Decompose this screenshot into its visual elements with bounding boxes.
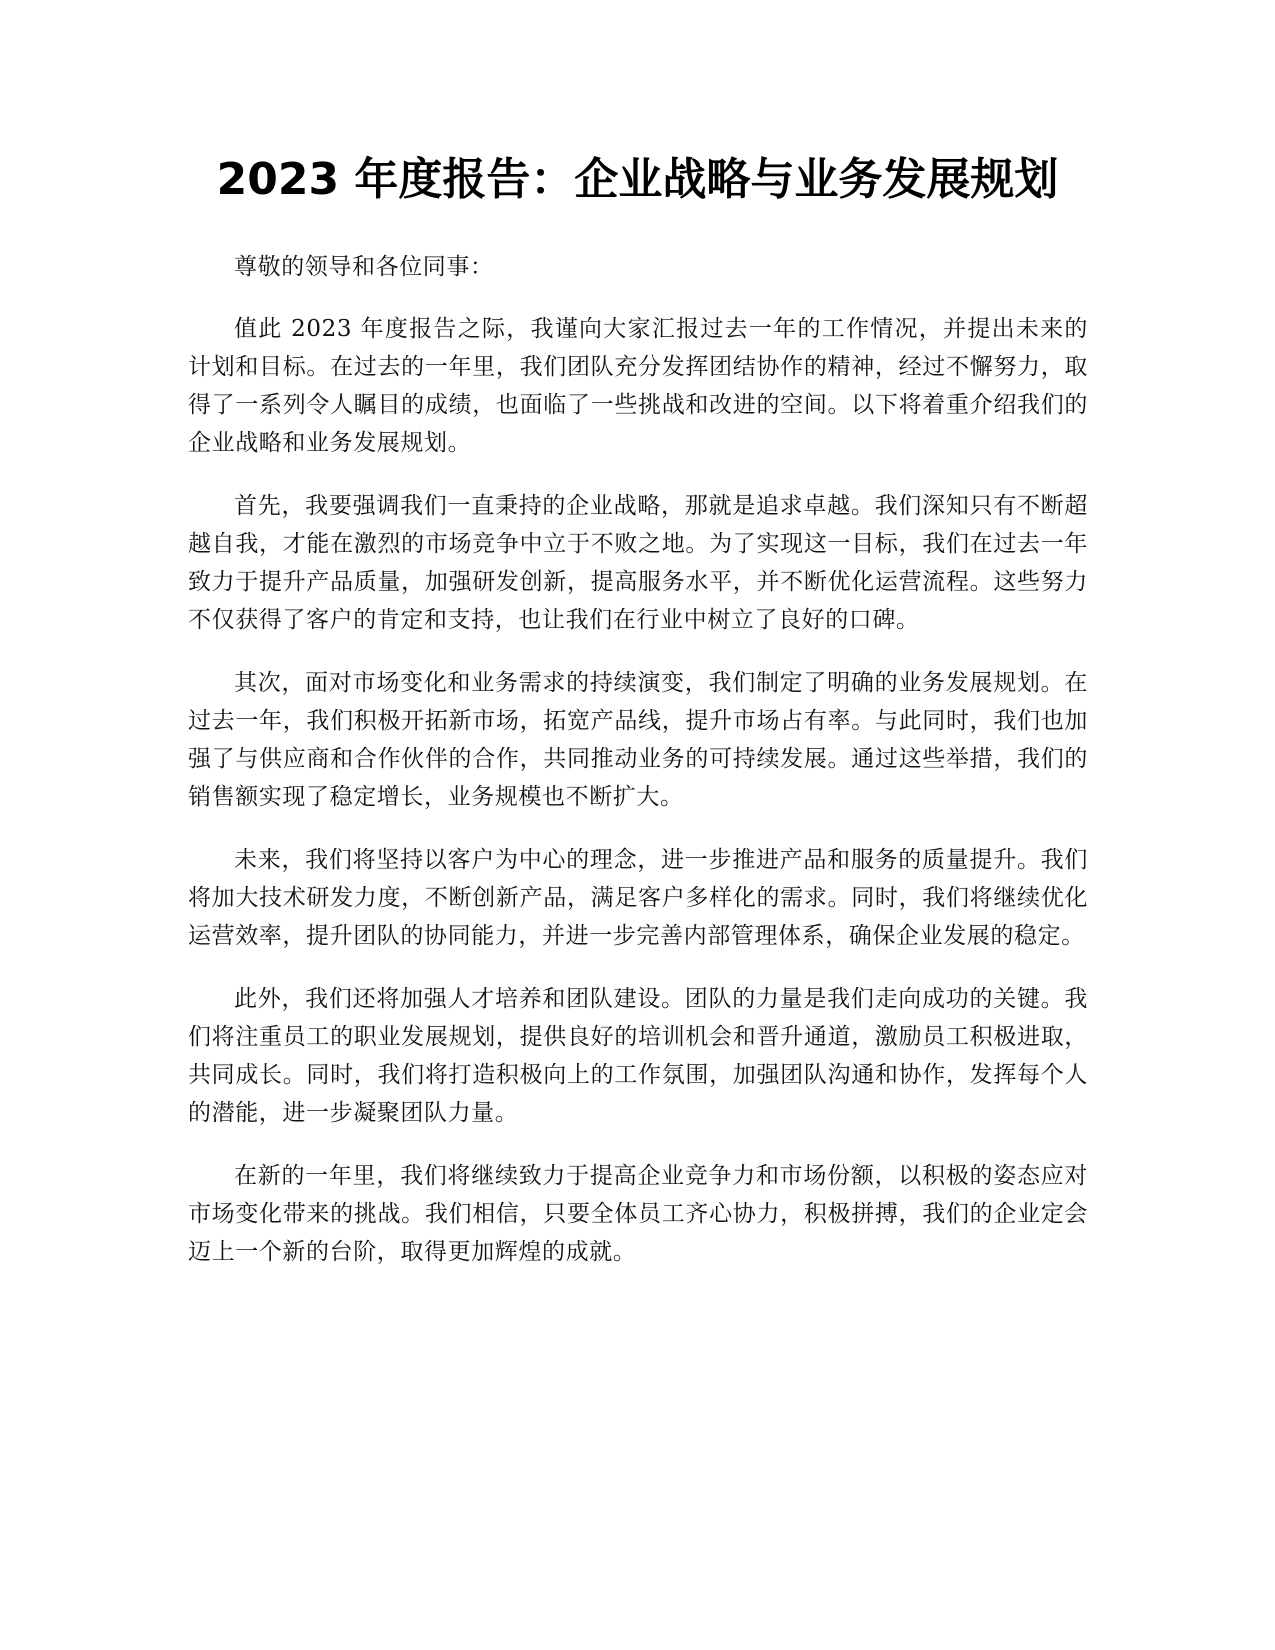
paragraph-talent: 此外，我们还将加强人才培养和团队建设。团队的力量是我们走向成功的关键。我们将注重员工的职业发展规划，提供良好的培训机会和晋升通道，激励员工积极进取，共同成长。同时，我们将打造积极向上的工作氛围，加强团队沟通和协作，发挥每个人的潜能，进一步凝聚团队力量。 [188,986,1088,1126]
document-body [188,248,1088,1296]
paragraph-conclusion: 在新的一年里，我们将继续致力于提高企业竞争力和市场份额，以积极的姿态应对市场变化带来的挑战。我们相信，只要全体员工齐心协力，积极拼搏，我们的企业定会迈上一个新的台阶，取得更加辉煌的成就。 [188,1163,1088,1265]
paragraph-intro: 值此 2023 年度报告之际，我谨向大家汇报过去一年的工作情况，并提出未来的计划和目标。在过去的一年里，我们团队充分发挥团结协作的精神，经过不懈努力，取得了一系列令人瞩目的成绩，也面临了一些挑战和改进的空间。以下将着重介绍我们的企业战略和业务发展规划。 [188,316,1088,456]
paragraph-strategy: 首先，我要强调我们一直秉持的企业战略，那就是追求卓越。我们深知只有不断超越自我，才能在激烈的市场竞争中立于不败之地。为了实现这一目标，我们在过去一年致力于提升产品质量，加强研发创新，提高服务水平，并不断优化运营流程。这些努力不仅获得了客户的肯定和支持，也让我们在行业中树立了良好的口碑。 [188,493,1088,633]
document-title: 2023 年度报告：企业战略与业务发展规划 [216,154,1059,205]
paragraph-business-plan: 其次，面对市场变化和业务需求的持续演变，我们制定了明确的业务发展规划。在过去一年，我们积极开拓新市场，拓宽产品线，提升市场占有率。与此同时，我们也加强了与供应商和合作伙伴的合作，共同推动业务的可持续发展。通过这些举措，我们的销售额实现了稳定增长，业务规模也不断扩大。 [188,670,1088,810]
salutation: 尊敬的领导和各位同事： [234,254,494,280]
paragraph-future: 未来，我们将坚持以客户为中心的理念，进一步推进产品和服务的质量提升。我们将加大技术研发力度，不断创新产品，满足客户多样化的需求。同时，我们将继续优化运营效率，提升团队的协同能力，并进一步完善内部管理体系，确保企业发展的稳定。 [188,847,1088,949]
